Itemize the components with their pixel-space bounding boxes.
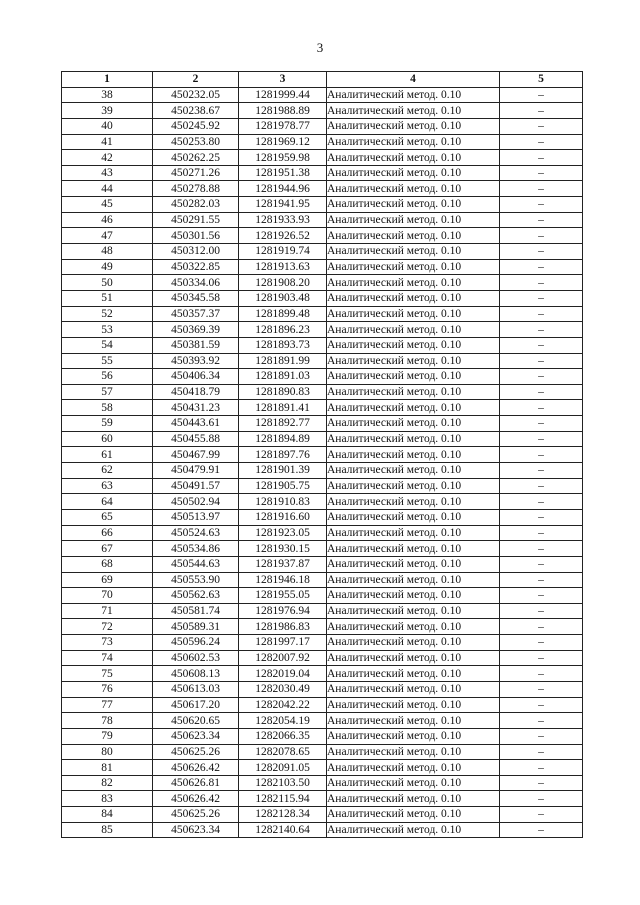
x-coordinate-cell: 450278.88 [153, 181, 239, 197]
point-number-cell: 77 [62, 697, 153, 713]
column-header-1: 1 [62, 72, 153, 88]
point-number-cell: 54 [62, 337, 153, 353]
table-row [62, 807, 583, 823]
dash-cell: – [500, 118, 583, 134]
y-coordinate-cell: 1281951.38 [239, 165, 327, 181]
x-coordinate-cell: 450312.00 [153, 244, 239, 260]
table-row [62, 103, 583, 119]
point-number-cell: 83 [62, 791, 153, 807]
point-number-cell: 79 [62, 728, 153, 744]
dash-cell: – [500, 181, 583, 197]
table-row [62, 416, 583, 432]
point-number-cell: 55 [62, 353, 153, 369]
y-coordinate-cell: 1281986.83 [239, 619, 327, 635]
table-row [62, 775, 583, 791]
method-cell: Аналитический метод. 0.10 [327, 744, 500, 760]
y-coordinate-cell: 1282128.34 [239, 807, 327, 823]
method-cell: Аналитический метод. 0.10 [327, 416, 500, 432]
point-number-cell: 43 [62, 165, 153, 181]
y-coordinate-cell: 1281896.23 [239, 322, 327, 338]
y-coordinate-cell: 1281910.83 [239, 494, 327, 510]
dash-cell: – [500, 369, 583, 385]
y-coordinate-cell: 1281891.03 [239, 369, 327, 385]
y-coordinate-cell: 1282078.65 [239, 744, 327, 760]
table-row [62, 697, 583, 713]
point-number-cell: 72 [62, 619, 153, 635]
table-row [62, 369, 583, 385]
dash-cell: – [500, 572, 583, 588]
table-row [62, 619, 583, 635]
method-cell: Аналитический метод. 0.10 [327, 384, 500, 400]
x-coordinate-cell: 450625.26 [153, 807, 239, 823]
dash-cell: – [500, 275, 583, 291]
point-number-cell: 41 [62, 134, 153, 150]
method-cell: Аналитический метод. 0.10 [327, 603, 500, 619]
x-coordinate-cell: 450369.39 [153, 322, 239, 338]
table-row [62, 509, 583, 525]
method-cell: Аналитический метод. 0.10 [327, 728, 500, 744]
table-body [62, 87, 583, 838]
x-coordinate-cell: 450534.86 [153, 541, 239, 557]
x-coordinate-cell: 450232.05 [153, 87, 239, 103]
y-coordinate-cell: 1281892.77 [239, 416, 327, 432]
x-coordinate-cell: 450253.80 [153, 134, 239, 150]
y-coordinate-cell: 1281926.52 [239, 228, 327, 244]
table-row [62, 306, 583, 322]
table-header-row [62, 72, 583, 88]
point-number-cell: 76 [62, 681, 153, 697]
dash-cell: – [500, 525, 583, 541]
point-number-cell: 51 [62, 290, 153, 306]
point-number-cell: 80 [62, 744, 153, 760]
table-row [62, 588, 583, 604]
table-row [62, 150, 583, 166]
point-number-cell: 58 [62, 400, 153, 416]
dash-cell: – [500, 681, 583, 697]
y-coordinate-cell: 1281919.74 [239, 244, 327, 260]
y-coordinate-cell: 1282030.49 [239, 681, 327, 697]
dash-cell: – [500, 134, 583, 150]
y-coordinate-cell: 1281903.48 [239, 290, 327, 306]
dash-cell: – [500, 416, 583, 432]
y-coordinate-cell: 1282140.64 [239, 822, 327, 838]
method-cell: Аналитический метод. 0.10 [327, 322, 500, 338]
dash-cell: – [500, 290, 583, 306]
point-number-cell: 49 [62, 259, 153, 275]
method-cell: Аналитический метод. 0.10 [327, 635, 500, 651]
table-row [62, 259, 583, 275]
method-cell: Аналитический метод. 0.10 [327, 791, 500, 807]
dash-cell: – [500, 244, 583, 260]
dash-cell: – [500, 400, 583, 416]
table-row [62, 650, 583, 666]
table-row [62, 275, 583, 291]
method-cell: Аналитический метод. 0.10 [327, 650, 500, 666]
method-cell: Аналитический метод. 0.10 [327, 103, 500, 119]
method-cell: Аналитический метод. 0.10 [327, 290, 500, 306]
x-coordinate-cell: 450513.97 [153, 509, 239, 525]
dash-cell: – [500, 650, 583, 666]
y-coordinate-cell: 1281913.63 [239, 259, 327, 275]
x-coordinate-cell: 450623.34 [153, 822, 239, 838]
table-row [62, 353, 583, 369]
point-number-cell: 70 [62, 588, 153, 604]
table-row [62, 478, 583, 494]
dash-cell: – [500, 760, 583, 776]
table-row [62, 463, 583, 479]
method-cell: Аналитический метод. 0.10 [327, 494, 500, 510]
table-row [62, 760, 583, 776]
x-coordinate-cell: 450393.92 [153, 353, 239, 369]
x-coordinate-cell: 450443.61 [153, 416, 239, 432]
y-coordinate-cell: 1281969.12 [239, 134, 327, 150]
dash-cell: – [500, 728, 583, 744]
y-coordinate-cell: 1281916.60 [239, 509, 327, 525]
y-coordinate-cell: 1282091.05 [239, 760, 327, 776]
table-row [62, 572, 583, 588]
method-cell: Аналитический метод. 0.10 [327, 697, 500, 713]
x-coordinate-cell: 450334.06 [153, 275, 239, 291]
x-coordinate-cell: 450613.03 [153, 681, 239, 697]
table-row [62, 635, 583, 651]
y-coordinate-cell: 1281891.41 [239, 400, 327, 416]
dash-cell: – [500, 666, 583, 682]
method-cell: Аналитический метод. 0.10 [327, 822, 500, 838]
point-number-cell: 53 [62, 322, 153, 338]
dash-cell: – [500, 713, 583, 729]
method-cell: Аналитический метод. 0.10 [327, 431, 500, 447]
point-number-cell: 48 [62, 244, 153, 260]
point-number-cell: 61 [62, 447, 153, 463]
y-coordinate-cell: 1281988.89 [239, 103, 327, 119]
method-cell: Аналитический метод. 0.10 [327, 681, 500, 697]
point-number-cell: 40 [62, 118, 153, 134]
dash-cell: – [500, 103, 583, 119]
y-coordinate-cell: 1281999.44 [239, 87, 327, 103]
y-coordinate-cell: 1282054.19 [239, 713, 327, 729]
x-coordinate-cell: 450381.59 [153, 337, 239, 353]
method-cell: Аналитический метод. 0.10 [327, 807, 500, 823]
dash-cell: – [500, 588, 583, 604]
dash-cell: – [500, 697, 583, 713]
dash-cell: – [500, 775, 583, 791]
dash-cell: – [500, 463, 583, 479]
point-number-cell: 81 [62, 760, 153, 776]
y-coordinate-cell: 1281937.87 [239, 556, 327, 572]
x-coordinate-cell: 450406.34 [153, 369, 239, 385]
point-number-cell: 66 [62, 525, 153, 541]
table-row [62, 290, 583, 306]
dash-cell: – [500, 791, 583, 807]
dash-cell: – [500, 87, 583, 103]
point-number-cell: 63 [62, 478, 153, 494]
y-coordinate-cell: 1281905.75 [239, 478, 327, 494]
table-row [62, 525, 583, 541]
table-row [62, 384, 583, 400]
method-cell: Аналитический метод. 0.10 [327, 666, 500, 682]
y-coordinate-cell: 1281890.83 [239, 384, 327, 400]
point-number-cell: 38 [62, 87, 153, 103]
point-number-cell: 71 [62, 603, 153, 619]
table-row [62, 728, 583, 744]
x-coordinate-cell: 450282.03 [153, 197, 239, 213]
y-coordinate-cell: 1282019.04 [239, 666, 327, 682]
table-row [62, 87, 583, 103]
dash-cell: – [500, 228, 583, 244]
y-coordinate-cell: 1281978.77 [239, 118, 327, 134]
dash-cell: – [500, 431, 583, 447]
dash-cell: – [500, 212, 583, 228]
column-header-5: 5 [500, 72, 583, 88]
x-coordinate-cell: 450596.24 [153, 635, 239, 651]
method-cell: Аналитический метод. 0.10 [327, 337, 500, 353]
table-row [62, 447, 583, 463]
x-coordinate-cell: 450544.63 [153, 556, 239, 572]
table-row [62, 197, 583, 213]
x-coordinate-cell: 450626.81 [153, 775, 239, 791]
point-number-cell: 82 [62, 775, 153, 791]
method-cell: Аналитический метод. 0.10 [327, 541, 500, 557]
point-number-cell: 52 [62, 306, 153, 322]
y-coordinate-cell: 1281901.39 [239, 463, 327, 479]
y-coordinate-cell: 1282066.35 [239, 728, 327, 744]
method-cell: Аналитический метод. 0.10 [327, 87, 500, 103]
point-number-cell: 45 [62, 197, 153, 213]
x-coordinate-cell: 450553.90 [153, 572, 239, 588]
method-cell: Аналитический метод. 0.10 [327, 212, 500, 228]
table-row [62, 228, 583, 244]
point-number-cell: 39 [62, 103, 153, 119]
method-cell: Аналитический метод. 0.10 [327, 306, 500, 322]
method-cell: Аналитический метод. 0.10 [327, 775, 500, 791]
y-coordinate-cell: 1282042.22 [239, 697, 327, 713]
method-cell: Аналитический метод. 0.10 [327, 197, 500, 213]
x-coordinate-cell: 450431.23 [153, 400, 239, 416]
table-row [62, 681, 583, 697]
method-cell: Аналитический метод. 0.10 [327, 588, 500, 604]
x-coordinate-cell: 450620.65 [153, 713, 239, 729]
y-coordinate-cell: 1282103.50 [239, 775, 327, 791]
table-row [62, 118, 583, 134]
method-cell: Аналитический метод. 0.10 [327, 463, 500, 479]
method-cell: Аналитический метод. 0.10 [327, 353, 500, 369]
dash-cell: – [500, 807, 583, 823]
y-coordinate-cell: 1282007.92 [239, 650, 327, 666]
y-coordinate-cell: 1281944.96 [239, 181, 327, 197]
table-row [62, 244, 583, 260]
dash-cell: – [500, 478, 583, 494]
method-cell: Аналитический метод. 0.10 [327, 134, 500, 150]
table-row [62, 134, 583, 150]
x-coordinate-cell: 450357.37 [153, 306, 239, 322]
dash-cell: – [500, 337, 583, 353]
y-coordinate-cell: 1281897.76 [239, 447, 327, 463]
point-number-cell: 44 [62, 181, 153, 197]
x-coordinate-cell: 450271.26 [153, 165, 239, 181]
point-number-cell: 60 [62, 431, 153, 447]
x-coordinate-cell: 450322.85 [153, 259, 239, 275]
method-cell: Аналитический метод. 0.10 [327, 165, 500, 181]
x-coordinate-cell: 450301.56 [153, 228, 239, 244]
dash-cell: – [500, 509, 583, 525]
y-coordinate-cell: 1281976.94 [239, 603, 327, 619]
point-number-cell: 75 [62, 666, 153, 682]
dash-cell: – [500, 322, 583, 338]
x-coordinate-cell: 450467.99 [153, 447, 239, 463]
y-coordinate-cell: 1281933.93 [239, 212, 327, 228]
y-coordinate-cell: 1281923.05 [239, 525, 327, 541]
y-coordinate-cell: 1281946.18 [239, 572, 327, 588]
point-number-cell: 73 [62, 635, 153, 651]
table-row [62, 337, 583, 353]
y-coordinate-cell: 1281959.98 [239, 150, 327, 166]
point-number-cell: 62 [62, 463, 153, 479]
dash-cell: – [500, 619, 583, 635]
point-number-cell: 78 [62, 713, 153, 729]
x-coordinate-cell: 450626.42 [153, 760, 239, 776]
y-coordinate-cell: 1281899.48 [239, 306, 327, 322]
method-cell: Аналитический метод. 0.10 [327, 400, 500, 416]
point-number-cell: 69 [62, 572, 153, 588]
dash-cell: – [500, 603, 583, 619]
x-coordinate-cell: 450626.42 [153, 791, 239, 807]
table-row [62, 322, 583, 338]
dash-cell: – [500, 635, 583, 651]
table-row [62, 666, 583, 682]
method-cell: Аналитический метод. 0.10 [327, 259, 500, 275]
x-coordinate-cell: 450524.63 [153, 525, 239, 541]
method-cell: Аналитический метод. 0.10 [327, 118, 500, 134]
table-row [62, 791, 583, 807]
method-cell: Аналитический метод. 0.10 [327, 619, 500, 635]
x-coordinate-cell: 450479.91 [153, 463, 239, 479]
table-row [62, 431, 583, 447]
point-number-cell: 65 [62, 509, 153, 525]
x-coordinate-cell: 450491.57 [153, 478, 239, 494]
method-cell: Аналитический метод. 0.10 [327, 556, 500, 572]
point-number-cell: 68 [62, 556, 153, 572]
method-cell: Аналитический метод. 0.10 [327, 572, 500, 588]
dash-cell: – [500, 197, 583, 213]
x-coordinate-cell: 450245.92 [153, 118, 239, 134]
point-number-cell: 56 [62, 369, 153, 385]
method-cell: Аналитический метод. 0.10 [327, 150, 500, 166]
column-header-3: 3 [239, 72, 327, 88]
method-cell: Аналитический метод. 0.10 [327, 369, 500, 385]
x-coordinate-cell: 450418.79 [153, 384, 239, 400]
method-cell: Аналитический метод. 0.10 [327, 760, 500, 776]
x-coordinate-cell: 450589.31 [153, 619, 239, 635]
dash-cell: – [500, 353, 583, 369]
point-number-cell: 42 [62, 150, 153, 166]
table-row [62, 400, 583, 416]
table-row [62, 165, 583, 181]
x-coordinate-cell: 450238.67 [153, 103, 239, 119]
column-header-4: 4 [327, 72, 500, 88]
table-row [62, 181, 583, 197]
point-number-cell: 59 [62, 416, 153, 432]
y-coordinate-cell: 1281955.05 [239, 588, 327, 604]
method-cell: Аналитический метод. 0.10 [327, 181, 500, 197]
dash-cell: – [500, 306, 583, 322]
dash-cell: – [500, 384, 583, 400]
point-number-cell: 47 [62, 228, 153, 244]
y-coordinate-cell: 1282115.94 [239, 791, 327, 807]
table-row [62, 744, 583, 760]
y-coordinate-cell: 1281930.15 [239, 541, 327, 557]
point-number-cell: 74 [62, 650, 153, 666]
table-row [62, 713, 583, 729]
y-coordinate-cell: 1281894.89 [239, 431, 327, 447]
method-cell: Аналитический метод. 0.10 [327, 447, 500, 463]
point-number-cell: 46 [62, 212, 153, 228]
x-coordinate-cell: 450291.55 [153, 212, 239, 228]
method-cell: Аналитический метод. 0.10 [327, 478, 500, 494]
dash-cell: – [500, 822, 583, 838]
x-coordinate-cell: 450602.53 [153, 650, 239, 666]
x-coordinate-cell: 450262.25 [153, 150, 239, 166]
y-coordinate-cell: 1281908.20 [239, 275, 327, 291]
x-coordinate-cell: 450562.63 [153, 588, 239, 604]
dash-cell: – [500, 259, 583, 275]
coordinates-table [61, 71, 583, 838]
x-coordinate-cell: 450502.94 [153, 494, 239, 510]
table-row [62, 603, 583, 619]
table-row [62, 212, 583, 228]
dash-cell: – [500, 494, 583, 510]
y-coordinate-cell: 1281891.99 [239, 353, 327, 369]
table-row [62, 822, 583, 838]
method-cell: Аналитический метод. 0.10 [327, 275, 500, 291]
method-cell: Аналитический метод. 0.10 [327, 244, 500, 260]
point-number-cell: 85 [62, 822, 153, 838]
dash-cell: – [500, 165, 583, 181]
x-coordinate-cell: 450581.74 [153, 603, 239, 619]
dash-cell: – [500, 541, 583, 557]
dash-cell: – [500, 744, 583, 760]
x-coordinate-cell: 450608.13 [153, 666, 239, 682]
point-number-cell: 84 [62, 807, 153, 823]
dash-cell: – [500, 556, 583, 572]
method-cell: Аналитический метод. 0.10 [327, 525, 500, 541]
point-number-cell: 50 [62, 275, 153, 291]
x-coordinate-cell: 450455.88 [153, 431, 239, 447]
x-coordinate-cell: 450617.20 [153, 697, 239, 713]
dash-cell: – [500, 150, 583, 166]
page-number: 3 [316, 40, 324, 55]
point-number-cell: 64 [62, 494, 153, 510]
dash-cell: – [500, 447, 583, 463]
column-header-2: 2 [153, 72, 239, 88]
y-coordinate-cell: 1281997.17 [239, 635, 327, 651]
method-cell: Аналитический метод. 0.10 [327, 713, 500, 729]
table-row [62, 541, 583, 557]
point-number-cell: 67 [62, 541, 153, 557]
x-coordinate-cell: 450345.58 [153, 290, 239, 306]
x-coordinate-cell: 450623.34 [153, 728, 239, 744]
table-row [62, 556, 583, 572]
table-row [62, 494, 583, 510]
x-coordinate-cell: 450625.26 [153, 744, 239, 760]
y-coordinate-cell: 1281941.95 [239, 197, 327, 213]
method-cell: Аналитический метод. 0.10 [327, 228, 500, 244]
method-cell: Аналитический метод. 0.10 [327, 509, 500, 525]
y-coordinate-cell: 1281893.73 [239, 337, 327, 353]
point-number-cell: 57 [62, 384, 153, 400]
